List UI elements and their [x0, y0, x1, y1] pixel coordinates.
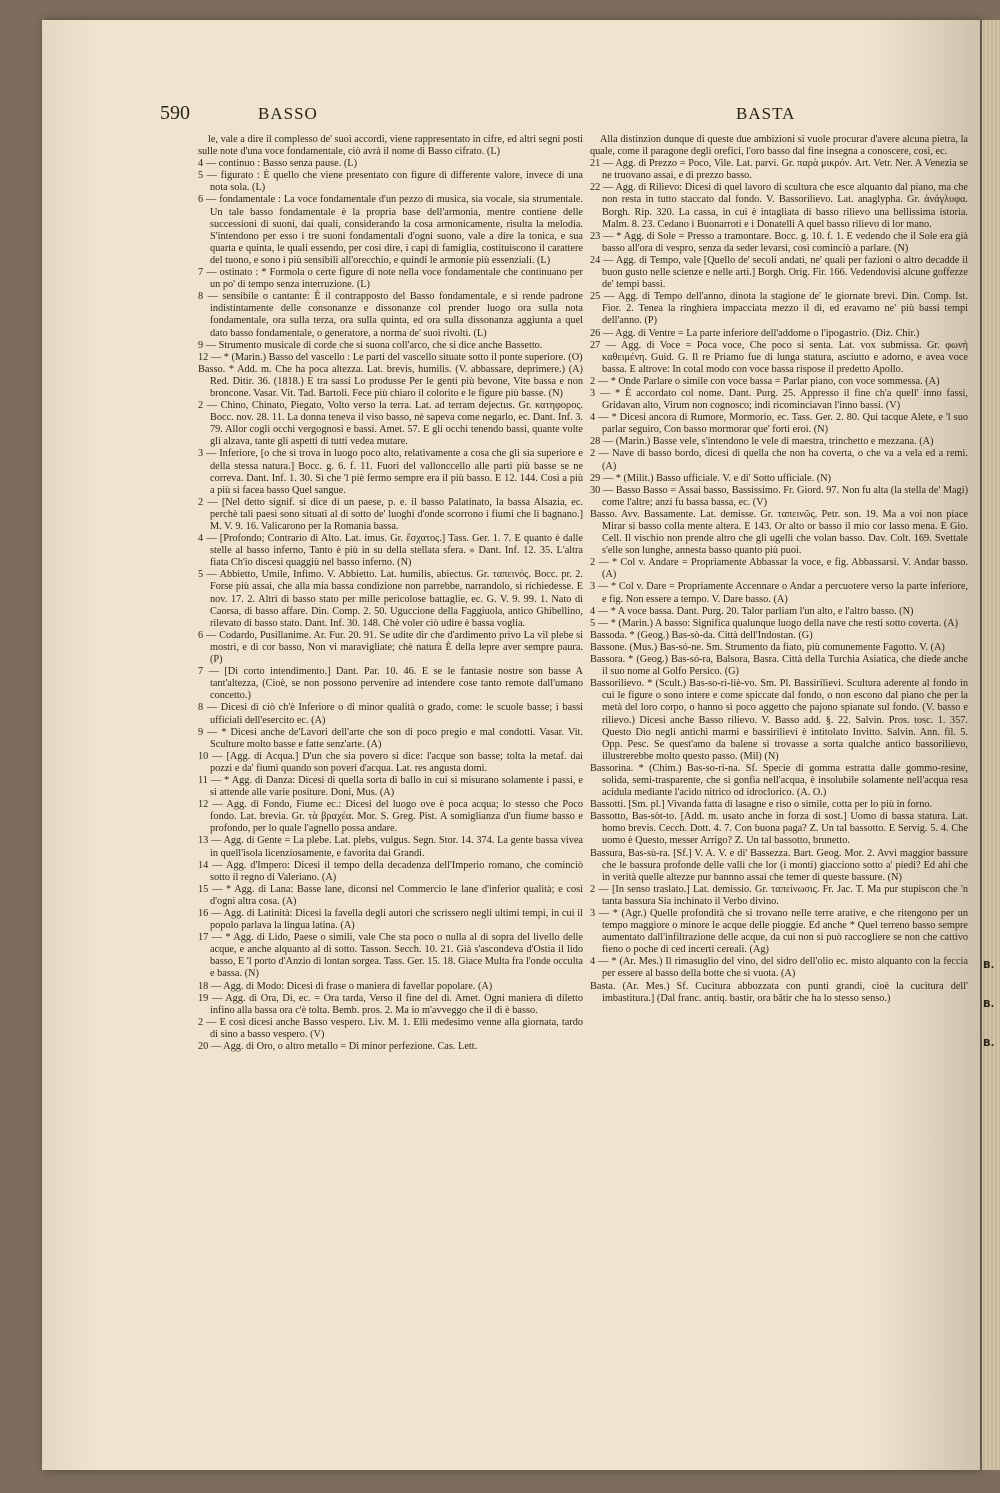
dictionary-entry: 21 — Agg. di Prezzo = Poco, Vile. Lat. parvi. Gr. παρὰ μικρόν. Art. Vetr. Ner. A Venezia se ne truovano assai, e di prezzo basso.: [590, 158, 968, 182]
dictionary-entry: 5 — * (Marin.) A basso: Significa qualunque luogo della nave che resti sotto coverta. (A): [590, 617, 959, 629]
dictionary-entry: 30 — Basso Basso = Assai basso, Bassissimo. Fr. Giord. 97. Non fu alta (la stella de' Magi) come l'altre; anzi fu bassa bassa, ec. (V): [590, 484, 968, 508]
dictionary-entry: 15 — * Agg. di Lana: Basse lane, diconsi nel Commercio le lane d'inferior qualità; e così d'ogni altra cosa. (A): [198, 883, 583, 907]
dictionary-entry: 6 — Codardo, Pusillanime. Ar. Fur. 20. 91. Se udite dir che d'ardimento privo La vil plebe si mostri, e di cor basso, Non vi maravigliate; chè natura È della lepre aver sempre paura. (P): [198, 629, 583, 666]
dictionary-entry: 6 — fondamentale : La voce fondamentale d'un pezzo di musica, sia vocale, sia strumentale. Un tale basso fondamentale è la propria base dell'armonia, mentre contiene delle successioni di suoni, dai quali, considerando la cosa armonicamente, risulta la melodia. S'intendono per esso i tre suoni fondamentali d'ogni suono, vale a dire la tonica, e sua quarta e quinta, le quali essendo, per così dire, i capi di famiglia, costituiscono il carattere del tuono, e sono i più sensibili all'orecchio, e quindi le armonie più essenziali. (L): [198, 194, 583, 266]
dictionary-entry: 4 — continuo : Basso senza pause. (L): [198, 158, 357, 170]
dictionary-entry: 2 — Nave di basso bordo, dicesi di quella che non ha coverta, o che va a vela ed a remi. (A): [590, 448, 968, 472]
running-header: [160, 102, 940, 132]
dictionary-entry: Bassora. * (Geog.) Bas-só-ra, Balsora, Basra. Città della Turchia Asiatica, che diede anche il suo nome al Golfo Persico. (G): [590, 654, 968, 678]
dictionary-entry: 26 — Agg. di Ventre = La parte inferiore dell'addome o l'ipogastrio. (Diz. Chir.): [590, 327, 920, 339]
dictionary-entry: 18 — Agg. di Modo: Dicesi di frase o maniera di favellar popolare. (A): [198, 980, 493, 992]
dictionary-entry: 24 — Agg. di Tempo, vale [Quello de' secoli andati, ne' quali per fazioni o altro decadde il buon gusto nelle scienze e nelle arti.] Borgh. Orig. Fir. 166. Vedendovisi alcune goffezze de' tempi bassi.: [590, 254, 968, 291]
dictionary-entry: 28 — (Marin.) Basse vele, s'intendono le vele di maestra, trinchetto e mezzana. (A): [590, 436, 934, 448]
edge-tab: B.: [983, 960, 995, 971]
dictionary-entry: Bassorilievo. * (Scult.) Bas-so-ri-liè-vo. Sm. Pl. Bassirilievi. Scultura aderente al fondo in cui le figure o sono intere e come spiccate dal fondo, o non escono dal piano che per la metà del loro corpo, o hanno sì poco aggetto che pajono spianate sul fondo. (V. basso e rilievo.) Dicesi anche Basso rilievo. V. Basso add. §. 22. Salvin. Pros. tosc. 1. 357. Questo Dio negli antichi marmi e bassirilievi è intitolato Invitto. Salvin. Ann. fil. 5. Opp. Pesc. Se quest'amo da balene si trovasse a sorta qualche antico bassorilievo, illustrerebbe molto questo passo. (Mil) (N): [590, 678, 968, 762]
dictionary-entry: 2 — * Onde Parlare o simile con voce bassa = Parlar piano, con voce sommessa. (A): [590, 375, 940, 387]
dictionary-entry: 11 — * Agg. di Danza: Dicesi di quella sorta di ballo in cui si misurano solamente i passi, e si attende alle varie positure. Doni, Mus. (A): [198, 774, 583, 799]
dictionary-entry: 17 — * Agg. di Lido, Paese o simili, vale Che sta poco o nulla al di sopra del livello delle acque, e anche alquanto al di sotto. Tasson. Secch. 10. 21. Già s'ascondeva d'Ostia il lido basso, E 'l porto d'Anzio di lontan sorgea. Tass. Ger. 15. 18. Giace Multa fra l'onde occulta e bassa. (N): [198, 932, 583, 980]
edge-tab: B.: [983, 1038, 995, 1049]
page-number: 590: [160, 102, 190, 124]
dictionary-entry: 8 — sensibile o cantante: È il contrapposto del Basso fondamentale, e si rende padrone indistintamente delle consonanze e dissonanze col prender luogo ora sulla nota fondamentale, ora sulla terza, ora sulla quinta, ed ora sulla dissonanza aggiunta a quel dato basso fondamentale, o generatore, a norma de' suoi rivolti. (L): [198, 291, 583, 339]
dictionary-entry: 20 — Agg. di Oro, o altro metallo = Di minor perfezione. Cas. Lett.: [198, 1041, 478, 1053]
dictionary-entry: Basso. * Add. m. Che ha poca altezza. Lat. brevis, humilis. (V. abbassare, deprimere.) (A) Red. Ditir. 36. (1818.) E tra sassi Lo produsse Per le genti più bevone, Vite bassa e non broncone. Vasar. Vit. Tad. Bartoli. Fece più chiaro il colorito e le figure più basse. (N): [198, 363, 583, 399]
dictionary-entry: Bassone. (Mus.) Bas-só-ne. Sm. Strumento da fiato, più comunemente Fagotto. V. (A): [590, 641, 945, 653]
dictionary-entry: 5 — figurato : È quello che viene presentato con figure di differente valore, invece di una nota sola. (L): [198, 170, 583, 194]
left-column: [198, 134, 583, 1053]
dictionary-entry: 16 — Agg. di Latinità: Dicesi la favella degli autori che scrissero negli ultimi tempi, in cui il popolo parlava la lingua latina. (A): [198, 908, 583, 932]
dictionary-entry: 12 — Agg. di Fondo, Fiume ec.: Dicesi del luogo ove è poca acqua; lo stesso che Poco fondo. Lat. brevia. Gr. τὰ βραχέα. Mor. S. Greg. Pist. A somiglianza d'un fiume basso e profondo, per lo quale l'agnello possa andare.: [198, 799, 583, 835]
dictionary-entry: 10 — [Agg. di Acqua.] D'un che sia povero si dice: l'acque son basse; tolta la metaf. dai pozzi e da' fiumi quando son poveri d'acqua. Lat. res angusta domi.: [198, 750, 583, 774]
dictionary-entry: 9 — * Dicesi anche de'Lavori dell'arte che son di poco pregio e mal condotti. Vasar. Vit. Sculture molto basse e fatte senz'arte. (A): [198, 726, 583, 750]
dictionary-entry: 4 — * A voce bassa. Dant. Purg. 20. Talor parliam l'un alto, e l'altro basso. (N): [590, 605, 914, 617]
dictionary-entry: 3 — * (Agr.) Quelle profondità che si trovano nelle terre arative, e che ritengono per un tempo maggiore o minore le acque delle pioggie. Ed anche * Quel terreno basso sempre aumentato dall'infiltrazione delle acque, da cui non si può raccogliere se non che cattivo fieno o poche di ced incerti cereali. (Ag): [590, 908, 968, 956]
dictionary-entry: 4 — [Profondo; Contrario di Alto. Lat. imus. Gr. ἔσχατος.] Tass. Ger. 1. 7. E quanto è dalle stelle al basso inferno, Tanto è più in su della stellata sfera. » Dant. Inf. 12. 35. L'altra fiata Ch'io discesi quaggiù nel basso inferno. (N): [198, 533, 583, 569]
dictionary-entry: 22 — Agg. di Rilievo: Dicesi di quel lavoro di scultura che esce alquanto dal piano, ma che non resta in tutto staccato dal fondo. V. Bassorilievo. Lat. anaglypha. Gr. ἀνάγλυφα. Borgh. Rip. 320. La cassa, in cui è intagliata di basso rilievo una bellissima istoria. Malm. 8. 23. Cedano i Buonarroti e i Donatelli A quel basso rilievo di lor mano.: [590, 182, 968, 230]
right-headword: BASTA: [736, 104, 796, 123]
dictionary-entry: 9 — Strumento musicale di corde che si suona coll'arco, che si dice anche Bassetto.: [198, 339, 543, 351]
dictionary-entry: 8 — Dicesi di ciò ch'è Inferiore o di minor qualità o grado, come: le scuole basse; i bassi ufficiali dell'esercito ec. (A): [198, 702, 583, 726]
dictionary-entry: 25 — Agg. di Tempo dell'anno, dinota la stagione de' le giornate brevi. Din. Comp. Ist. Fior. 2. Tenea la ringhiera impacciata mezzo il dì, ed eravamo ne' più bassi tempi dell'anno. (P): [590, 291, 968, 327]
dictionary-entry: 5 — Abbietto, Umile, Infimo. V. Abbietto. Lat. humilis, abiectus. Gr. ταπεινός. Bocc. pr. 2. Forse più assai, che alla mia bassa condizione non parrebbe, narrandolo, si richiedesse. E nov. 17. 2. Altri di basso stato per mille pericolose battaglie, ec. G. V. 9. 99. 1. Nato di Caorsa, di basso affare. Din. Comp. 2. 50. Uguccione della Faggiuola, antico Ghibellino, rilevato di basso stato. Dant. Inf. 30. 148. Chè voler ciò udire è bassa voglia.: [198, 569, 583, 629]
dictionary-entry: Basso. Avv. Bassamente. Lat. demisse. Gr. ταπεινῶς. Petr. son. 19. Ma a voi non piace Mirar sì basso colla mente altera. E 143. Or alto or basso il mio cor lasso mena. E Gio. Cell. Il vischio non prende altro che gli ugelli che volan basso. Dav. Colt. 169. Svettale s'elle son lunghe, annesta basso quanto più puoi.: [590, 508, 968, 557]
edge-tabs: [983, 960, 999, 1077]
dictionary-entry: Bassorina. * (Chim.) Bas-so-ri-na. Sf. Specie di gomma estratta dalle gommo-resine, solida, semi-trasparente, che si gonfia nell'acqua, è insolubile solamente nell'acqua resa acidula mediante l'acido nitrico od idroclorico. (A. O.): [590, 762, 968, 799]
dictionary-entry: Bassoda. * (Geog.) Bas-sò-da. Città dell'Indostan. (G): [590, 629, 813, 641]
dictionary-entry: 3 — * È accordato col nome. Dant. Purg. 25. Appresso il fine ch'a quell' inno fassi, Gridavan alto, Virum non cognosco; indi ricominciavan l'inno bassi. (V): [590, 387, 968, 412]
dictionary-entry: 29 — * (Milit.) Basso ufficiale. V. e di' Sotto ufficiale. (N): [590, 472, 832, 484]
dictionary-entry: 4 — * Dicesi ancora di Rumore, Mormorio, ec. Tass. Ger. 2. 80. Qui tacque Alete, e 'l suo parlar seguiro, Con basso mormorar que' forti eroi. (N): [590, 412, 968, 436]
dictionary-entry: 13 — Agg. di Gente = La plebe. Lat. plebs, vulgus. Segn. Stor. 14. 374. La gente bassa vivea in quell'isola licenziosamente, e favorita dai Grandi.: [198, 835, 583, 859]
dictionary-entry: 2 — Chino, Chinato, Piegato, Volto verso la terra. Lat. ad terram dejectus. Gr. κατηφορος. Bocc. nov. 28. 11. La donna teneva il viso basso, nè sapeva come negarlo, ec. Dant. Inf. 3. 79. Allor cogli occhi vergognosi e bassi. Amet. 57. E gli occhi tenendo bassi, quante volte gli alzava, tante gli aspetti di tutti vedea mutare.: [198, 400, 583, 448]
dictionary-entry: 7 — ostinato : * Formola o certe figure di note nella voce fondamentale che continuano per un po' di tempo senza interruzione. (L): [198, 267, 583, 291]
dictionary-entry: Alla distinzion dunque di queste due ambizioni si vuole procurar d'avere alcuna pietra, la quale, come il paragone degli orefici, l'oro basso dal fine insegna a conoscere, così, ec.: [590, 134, 968, 158]
edge-tab: B.: [983, 999, 995, 1010]
dictionary-entry: 4 — * (Ar. Mes.) Il rimasuglio del vino, del sidro dell'olio ec. misto alquanto con la feccia per essere al basso della botte che si vuota. (A): [590, 956, 968, 980]
dictionary-entry: 7 — [Di corto intendimento.] Dant. Par. 10. 46. E se le fantasie nostre son basse A tant'altezza, (Cioè, se non possono pervenire ad intendere cose tanto remote dall'umano concetto.): [198, 666, 583, 702]
dictionary-entry: 3 — * Col v. Dare = Propriamente Accennare o Andar a percuotere verso la parte inferiore, e fig. Non essere a tempo. V. Dare basso. (A): [590, 581, 968, 605]
dictionary-entry: 19 — Agg. di Ora, Di, ec. = Ora tarda, Verso il fine del dì. Amet. Ogni maniera di diletto infino alla bassa ora c'è tolta. Bemb. pros. 2. Ma io m'avveggo che il dì è basso.: [198, 992, 583, 1016]
dictionary-entry: 23 — * Agg. di Sole = Presso a tramontare. Bocc. g. 10. f. 1. E vedendo che il Sole era già basso all'ora di vespro, senza da seder levarsi, così cominciò a parlare. (N): [590, 230, 968, 254]
left-headword: BASSO: [258, 104, 318, 123]
dictionary-entry: 12 — * (Marin.) Basso del vascello : Le parti del vascello situate sotto il ponte superiore. (O): [198, 351, 583, 363]
dictionary-entry: 2 — * Col v. Andare = Propriamente Abbassar la voce, e fig. Abbassarsi. V. Andar basso. (A): [590, 557, 968, 581]
dictionary-entry: 3 — Inferiore, [o che si trova in luogo poco alto, relativamente a cosa che gli sia superiore e della stessa natura.] Bocc. g. 6. f. 11. Fuori del vallonccello alle parti più basse se ne correva. Dant. Inf. 1. 30. Sì che 'l piè fermo sempre era il più basso. E 12. 144. Così a più a più si facea basso Quel sangue.: [198, 448, 583, 496]
right-column: [590, 134, 968, 1005]
dictionary-entry: Basta. (Ar. Mes.) Sf. Cucitura abbozzata con punti grandi, cioè la cucitura dell' imbastitura.] (Dal franc. antiq. bastir, ora bâtir che ha lo stesso senso.): [590, 980, 968, 1004]
dictionary-entry: le, vale a dire il complesso de' suoi accordi, viene rappresentato in cifre, ed altri segni posti sulle note d'una voce fondamentale, ciò avrà il nome di Basso cifrato. (L): [198, 134, 583, 158]
dictionary-entry: Bassotto, Bas-sòt-to. [Add. m. usato anche in forza di sost.] Uomo di bassa statura. Lat. homo brevis. Cecch. Dott. 4. 7. Con buona paga? Z. Un tal bassotto. E Servig. 5. 4. Che uomo è Questo, messer Arrigo? Z. Un tal bassotto, brunetto.: [590, 811, 968, 847]
dictionary-entry: 14 — Agg. d'Impero: Dicesi il tempo della decadenza dell'Imperio romano, che cominciò sotto il regno di Valeriano. (A): [198, 859, 583, 883]
dictionary-entry: 2 — E così dicesi anche Basso vespero. Liv. M. 1. Elli medesimo venne alla giornata, tardo di sino a basso vespero. (V): [198, 1016, 583, 1040]
dictionary-entry: 2 — [Nel detto signif. si dice di un paese, p. e. il basso Palatinato, la bassa Alsazia, ec. perchè tali paesi sono situati al di sotto de' luoghi d'onde scorrono i fiumi che li bagnano.] M. V. 9. 16. Valicarono per la Romania bassa.: [198, 496, 583, 532]
page-stack-edge: [982, 20, 1000, 1470]
dictionary-entry: 2 — [In senso traslato.] Lat. demissio. Gr. ταπείνωσις. Fr. Jac. T. Ma pur stupiscon che 'n tanta bassura Sia inchinato il Verbo divino.: [590, 883, 968, 907]
dictionary-entry: 27 — Agg. di Voce = Poca voce, Che poco si senta. Lat. vox submissa. Gr. φωνὴ καθειμένη. Guid. G. Il re Priamo fue di lunga statura, asciutto e adorno, e avea voce bassa. E altrove: In cotal modo con voce bassa rispose il predetto Apollo.: [590, 339, 968, 375]
dictionary-entry: Bassura, Bas-sù-ra. [Sf.] V. A. V. e di' Bassezza. Bart. Geog. Mor. 2. Avvi maggior bassure che le bassura profonde delle valli che lor (i monti) giacciono sotto a' piedi? Ed ahi che in verità quelle altezze pur bannno assai che temer di queste bassure. (N): [590, 847, 968, 883]
dictionary-entry: Bassotti. [Sm. pl.] Vivanda fatta di lasagne e riso o simile, cotta per lo più in forno.: [590, 799, 933, 811]
